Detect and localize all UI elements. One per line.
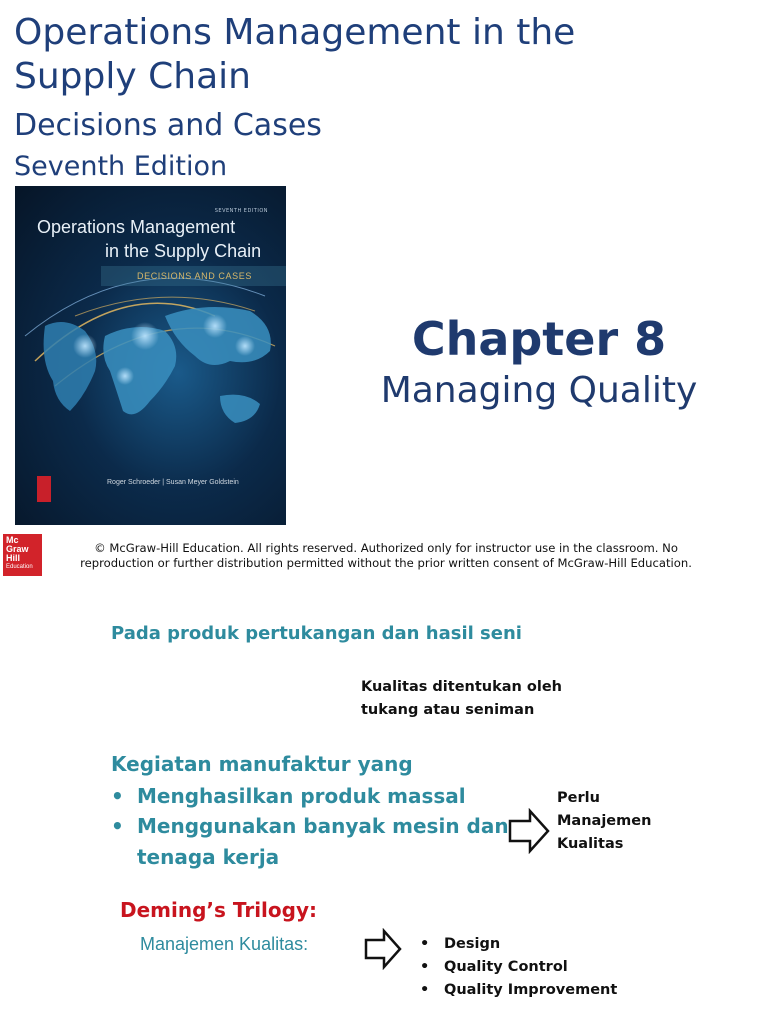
list-item: • Quality Improvement (420, 979, 617, 1002)
chapter-name: Managing Quality (380, 370, 698, 411)
trilogy-list (420, 933, 617, 1002)
list-item: • Quality Control (420, 956, 617, 979)
bullet-machines (111, 814, 509, 838)
manufacturing-heading: Kegiatan manufaktur yang (111, 752, 413, 776)
cover-publisher-logo (37, 476, 51, 502)
mcgraw-hill-logo (3, 534, 42, 576)
cover-title-line2: in the Supply Chain (105, 241, 262, 261)
bullet-mass-production (111, 784, 466, 808)
cover-title-line1: Operations Management (37, 217, 236, 237)
book-cover (15, 186, 286, 525)
bullet-text: Menghasilkan produk massal (137, 784, 466, 808)
bullet-dot: • (111, 814, 124, 838)
cover-edition-label: SEVENTH EDITION (214, 208, 268, 214)
list-item: • Design (420, 933, 617, 956)
craft-note-line1: Kualitas ditentukan oleh (361, 679, 563, 695)
chapter-number: Chapter 8 (411, 312, 667, 366)
copyright-notice (46, 541, 726, 571)
need-quality-management (557, 787, 651, 856)
title-line1: Operations Management in the (14, 12, 576, 53)
copyright-line1: © McGraw-Hill Education. All rights reserved. Authorized only for instructor use in the classroom. No (94, 541, 678, 555)
title-line2: Supply Chain (14, 56, 251, 97)
bullet-machines-cont: tenaga kerja (137, 845, 280, 869)
craft-note-line2: tukang atau seniman (361, 702, 535, 718)
logo-line-mc: Mc (6, 535, 19, 545)
deming-heading: Deming’s Trilogy: (120, 898, 317, 922)
logo-line-hill: Hill (6, 553, 21, 563)
cover-authors: Roger Schroeder | Susan Meyer Goldstein (107, 479, 239, 486)
logo-line-education: Education (6, 564, 33, 570)
craft-note (361, 676, 562, 722)
craft-heading: Pada produk pertukangan dan hasil seni (111, 623, 522, 644)
right-arrow-icon (508, 808, 550, 854)
edition: Seventh Edition (14, 151, 228, 182)
need-line1: Perlu (557, 790, 600, 806)
quality-management-label: Manajemen Kualitas: (140, 934, 309, 954)
need-line2: Manajemen (557, 813, 652, 829)
bullet-dot: • (111, 784, 124, 808)
bullet-text: Menggunakan banyak mesin dan (137, 814, 509, 838)
right-arrow-icon (364, 928, 402, 970)
copyright-line2: reproduction or further distribution permitted without the prior written consent of McGraw-Hill Education. (80, 556, 692, 570)
logo-line-graw: Graw (6, 544, 29, 554)
cover-subtitle: DECISIONS AND CASES (137, 271, 252, 281)
subtitle: Decisions and Cases (14, 108, 322, 143)
need-line3: Kualitas (557, 836, 624, 852)
